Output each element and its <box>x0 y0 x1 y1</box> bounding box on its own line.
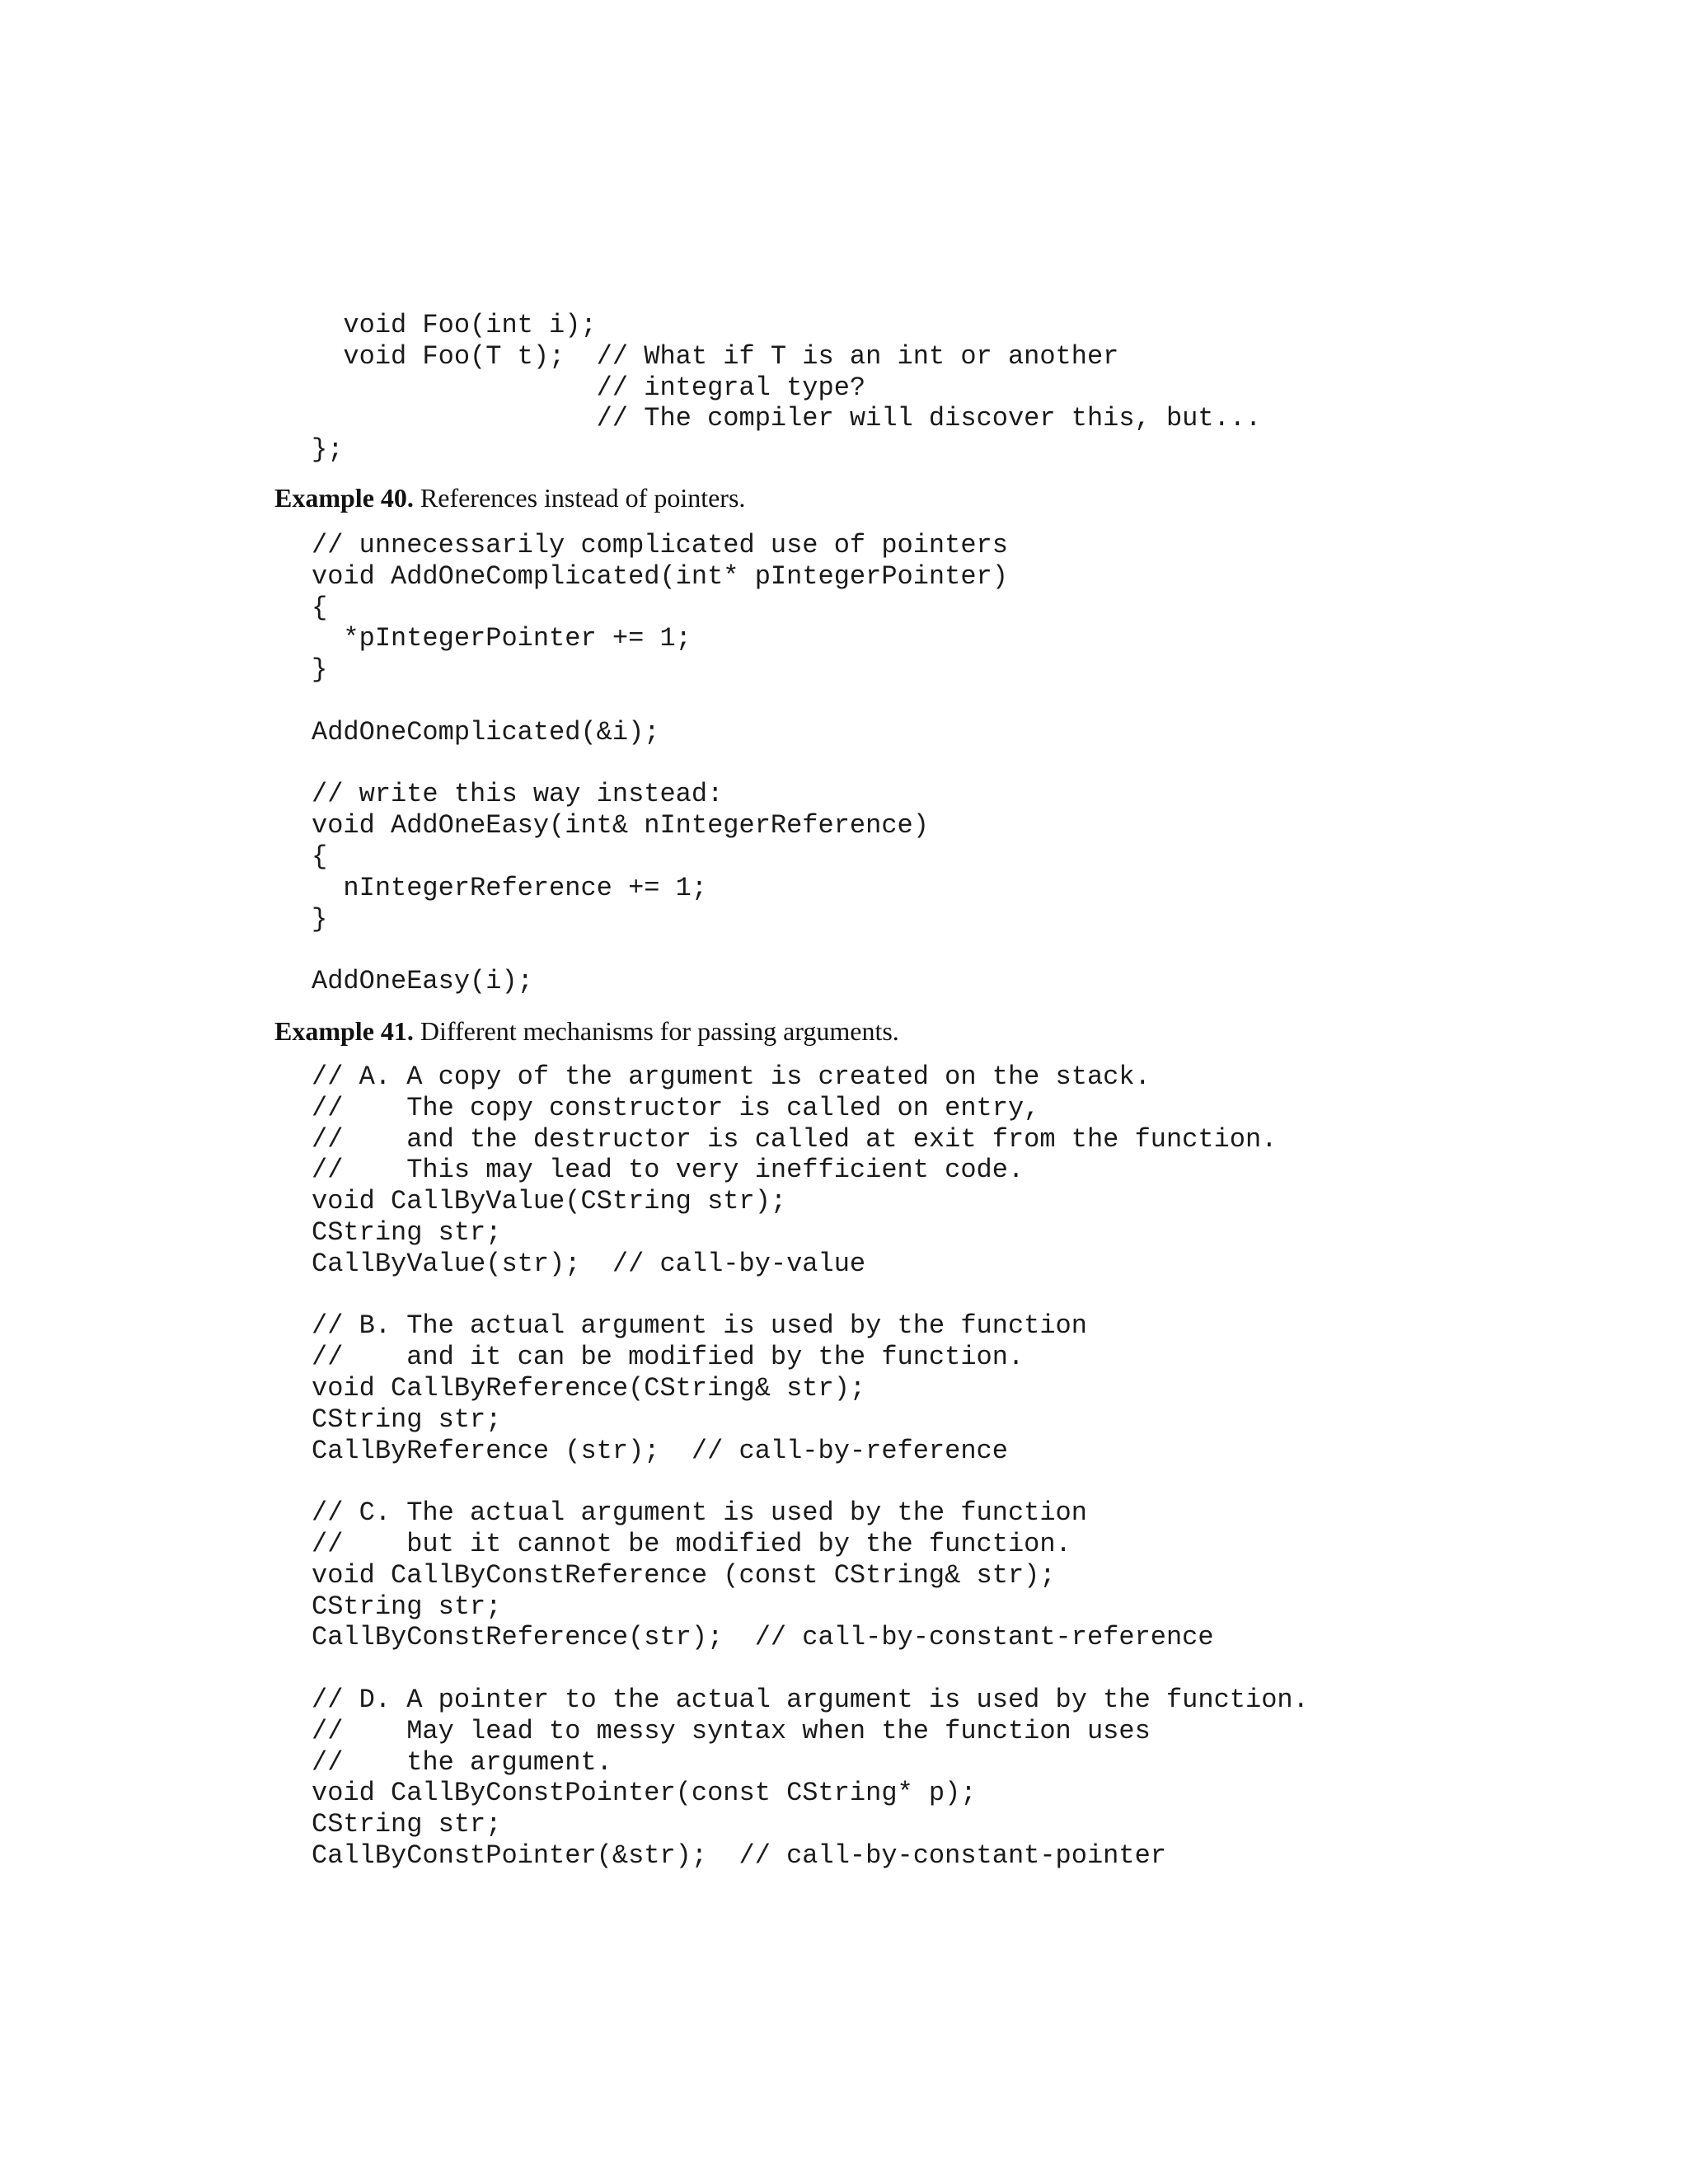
code-line: CString str; <box>312 1809 502 1840</box>
code-line <box>312 935 1008 966</box>
code-line: } <box>312 654 328 686</box>
code-line: // and it can be modified by the function. <box>312 1342 1025 1373</box>
code-line: // integral type? <box>312 372 866 403</box>
code-block-example-40 <box>312 530 1008 997</box>
code-line: *pIntegerPointer += 1; <box>312 623 692 654</box>
code-line: void Foo(int i); <box>312 310 597 340</box>
example-41-label: Example 41. <box>274 1016 414 1046</box>
code-block-class-fragment <box>312 310 1261 466</box>
code-line: void AddOneEasy(int& nIntegerReference) <box>312 810 929 841</box>
code-line: // B. The actual argument is used by the function <box>312 1310 1087 1342</box>
code-line: nIntegerReference += 1; <box>312 872 708 903</box>
code-line: // but it cannot be modified by the function. <box>312 1528 1071 1559</box>
code-line: // C. The actual argument is used by the function <box>312 1497 1087 1529</box>
code-line <box>312 1280 1309 1311</box>
code-line: void Foo(T t); // What if T is an int or another <box>312 340 1119 372</box>
example-40-label: Example 40. <box>274 483 414 513</box>
code-line: { <box>312 841 328 872</box>
code-line <box>312 1466 1309 1497</box>
code-line: // The copy constructor is called on entry, <box>312 1092 1040 1123</box>
code-line: void CallByReference(CString& str); <box>312 1372 866 1404</box>
code-line: }; <box>312 434 344 466</box>
code-line: AddOneComplicated(&i); <box>312 716 660 748</box>
code-line: // the argument. <box>312 1746 612 1778</box>
example-41-caption: Different mechanisms for passing arguments. <box>413 1016 899 1046</box>
code-line: void CallByConstReference (const CString& str); <box>312 1559 1056 1591</box>
code-line: CallByReference (str); // call-by-reference <box>312 1435 1008 1466</box>
code-line: // May lead to messy syntax when the function uses <box>312 1715 1151 1746</box>
code-line <box>312 1653 1309 1685</box>
example-40-caption: References instead of pointers. <box>413 483 746 513</box>
code-line: CString str; <box>312 1591 502 1622</box>
code-line: // write this way instead: <box>312 779 724 810</box>
code-line: } <box>312 903 328 935</box>
code-line: CallByConstPointer(&str); // call-by-constant-pointer <box>312 1840 1166 1871</box>
code-line: // The compiler will discover this, but... <box>312 403 1262 434</box>
example-41-heading <box>274 1015 899 1047</box>
code-line: // and the destructor is called at exit from the function. <box>312 1123 1278 1155</box>
code-line: AddOneEasy(i); <box>312 966 533 997</box>
code-line: { <box>312 592 328 623</box>
code-line: void CallByValue(CString str); <box>312 1186 787 1217</box>
code-line: CString str; <box>312 1216 502 1248</box>
code-line: void CallByConstPointer(const CString* p); <box>312 1778 977 1809</box>
code-line: // unnecessarily complicated use of pointers <box>312 530 1008 560</box>
code-block-example-41 <box>312 1062 1309 1872</box>
code-line: // D. A pointer to the actual argument is used by the function. <box>312 1684 1309 1715</box>
code-line: // A. A copy of the argument is created on the stack. <box>312 1062 1151 1092</box>
code-line <box>312 748 1008 780</box>
example-40-heading <box>274 482 745 513</box>
code-line <box>312 686 1008 717</box>
code-line: void AddOneComplicated(int* pIntegerPointer) <box>312 560 1008 592</box>
code-line: CString str; <box>312 1404 502 1435</box>
code-line: // This may lead to very inefficient code. <box>312 1155 1025 1186</box>
code-line: CallByConstReference(str); // call-by-constant-reference <box>312 1622 1214 1653</box>
code-line: CallByValue(str); // call-by-value <box>312 1248 866 1279</box>
